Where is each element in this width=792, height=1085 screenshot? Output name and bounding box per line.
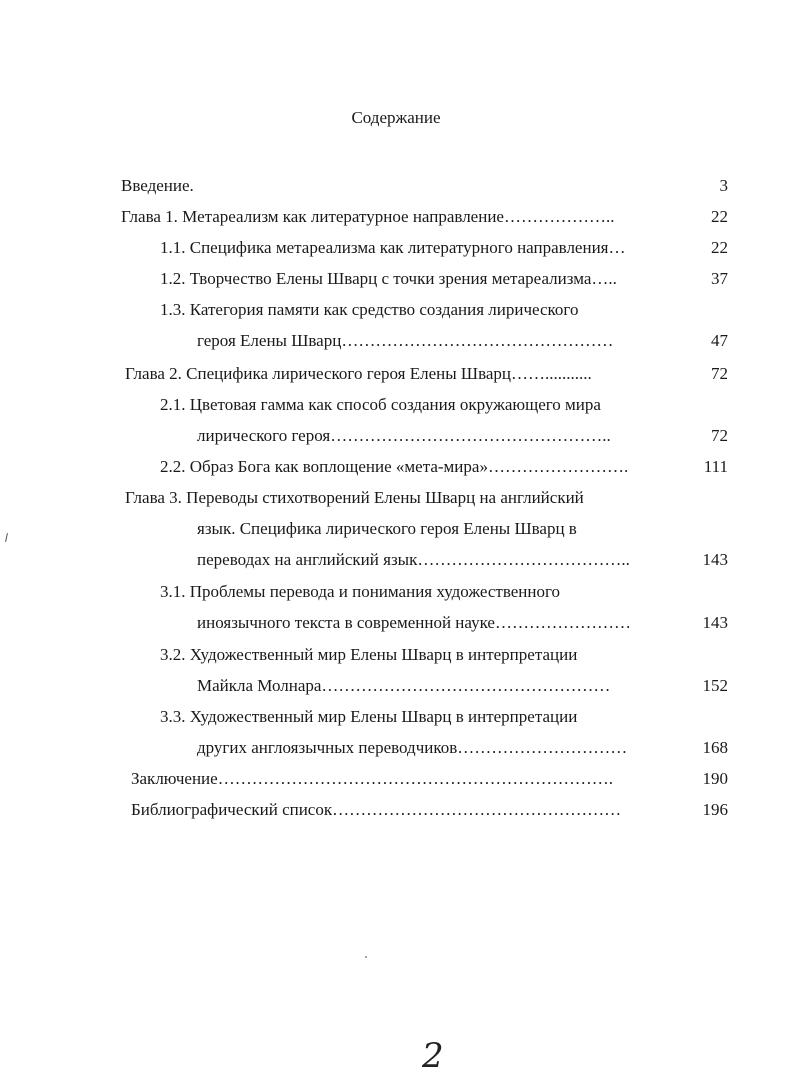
toc-page-conclusion: 190 bbox=[702, 769, 728, 788]
toc-line-chapter-3-cont-1: язык. Специфика лирического героя Елены Шварц в bbox=[197, 519, 577, 538]
toc-line-bibliography: Библиографический список…………………………………………… bbox=[131, 800, 622, 819]
toc-line-section-1-3-cont: героя Елены Шварц………………………………………… bbox=[197, 331, 614, 350]
toc-line-intro: Введение. bbox=[121, 176, 194, 195]
toc-line-section-3-1: 3.1. Проблемы перевода и понимания художественного bbox=[160, 582, 561, 601]
toc-page-bibliography: 196 bbox=[702, 800, 728, 819]
scan-dot bbox=[365, 956, 367, 958]
toc-page-section-2-2: 111 bbox=[703, 457, 728, 476]
toc-page-chapter-1: 22 bbox=[711, 207, 728, 226]
toc-page-section-3-2: 152 bbox=[702, 676, 728, 695]
handwritten-page-number: 2 bbox=[422, 1036, 444, 1076]
toc-line-section-1-2: 1.2. Творчество Елены Шварц с точки зрения метареализма….. bbox=[160, 269, 617, 288]
toc-line-section-3-3: 3.3. Художественный мир Елены Шварц в интерпретации bbox=[160, 707, 578, 726]
toc-page-chapter-3: 143 bbox=[702, 550, 728, 569]
toc-line-section-2-1-cont: лирического героя………………………………………….. bbox=[197, 426, 611, 445]
toc-line-section-2-2: 2.2. Образ Бога как воплощение «мета-мира»……………………. bbox=[160, 457, 629, 476]
toc-line-section-3-2: 3.2. Художественный мир Елены Шварц в интерпретации bbox=[160, 645, 578, 664]
toc-page-section-2-1: 72 bbox=[711, 426, 728, 445]
toc-line-section-3-2-cont: Майкла Молнара…………………………………………… bbox=[197, 676, 611, 695]
toc-page-section-1-3: 47 bbox=[711, 331, 728, 350]
toc-line-section-3-1-cont: иноязычного текста в современной науке…………………… bbox=[197, 613, 631, 632]
toc-line-section-3-3-cont: других англоязычных переводчиков………………………… bbox=[197, 738, 628, 757]
toc-page-section-3-3: 168 bbox=[702, 738, 728, 757]
toc-line-conclusion: Заключение……………………………………………………………. bbox=[131, 769, 613, 788]
toc-line-chapter-1: Глава 1. Метареализм как литературное направление……………….. bbox=[121, 207, 615, 226]
toc-line-chapter-3: Глава 3. Переводы стихотворений Елены Шварц на английский bbox=[125, 488, 584, 507]
toc-page-intro: 3 bbox=[719, 176, 728, 195]
toc-line-section-1-3: 1.3. Категория памяти как средство создания лирического bbox=[160, 300, 579, 319]
toc-page-section-3-1: 143 bbox=[702, 613, 728, 632]
toc-page-section-1-1: 22 bbox=[711, 238, 728, 257]
toc-line-chapter-3-cont-2: переводах на английский язык……………………………….. bbox=[197, 550, 630, 569]
toc-line-section-2-1: 2.1. Цветовая гамма как способ создания окружающего мира bbox=[160, 395, 601, 414]
toc-page-section-1-2: 37 bbox=[711, 269, 728, 288]
toc-line-chapter-2: Глава 2. Специфика лирического героя Елены Шварц……........... bbox=[125, 364, 592, 383]
toc-page-chapter-2: 72 bbox=[711, 364, 728, 383]
toc-line-section-1-1: 1.1. Специфика метареализма как литературного направления… bbox=[160, 238, 626, 257]
page-title: Содержание bbox=[351, 108, 441, 127]
scan-mark bbox=[5, 533, 8, 542]
